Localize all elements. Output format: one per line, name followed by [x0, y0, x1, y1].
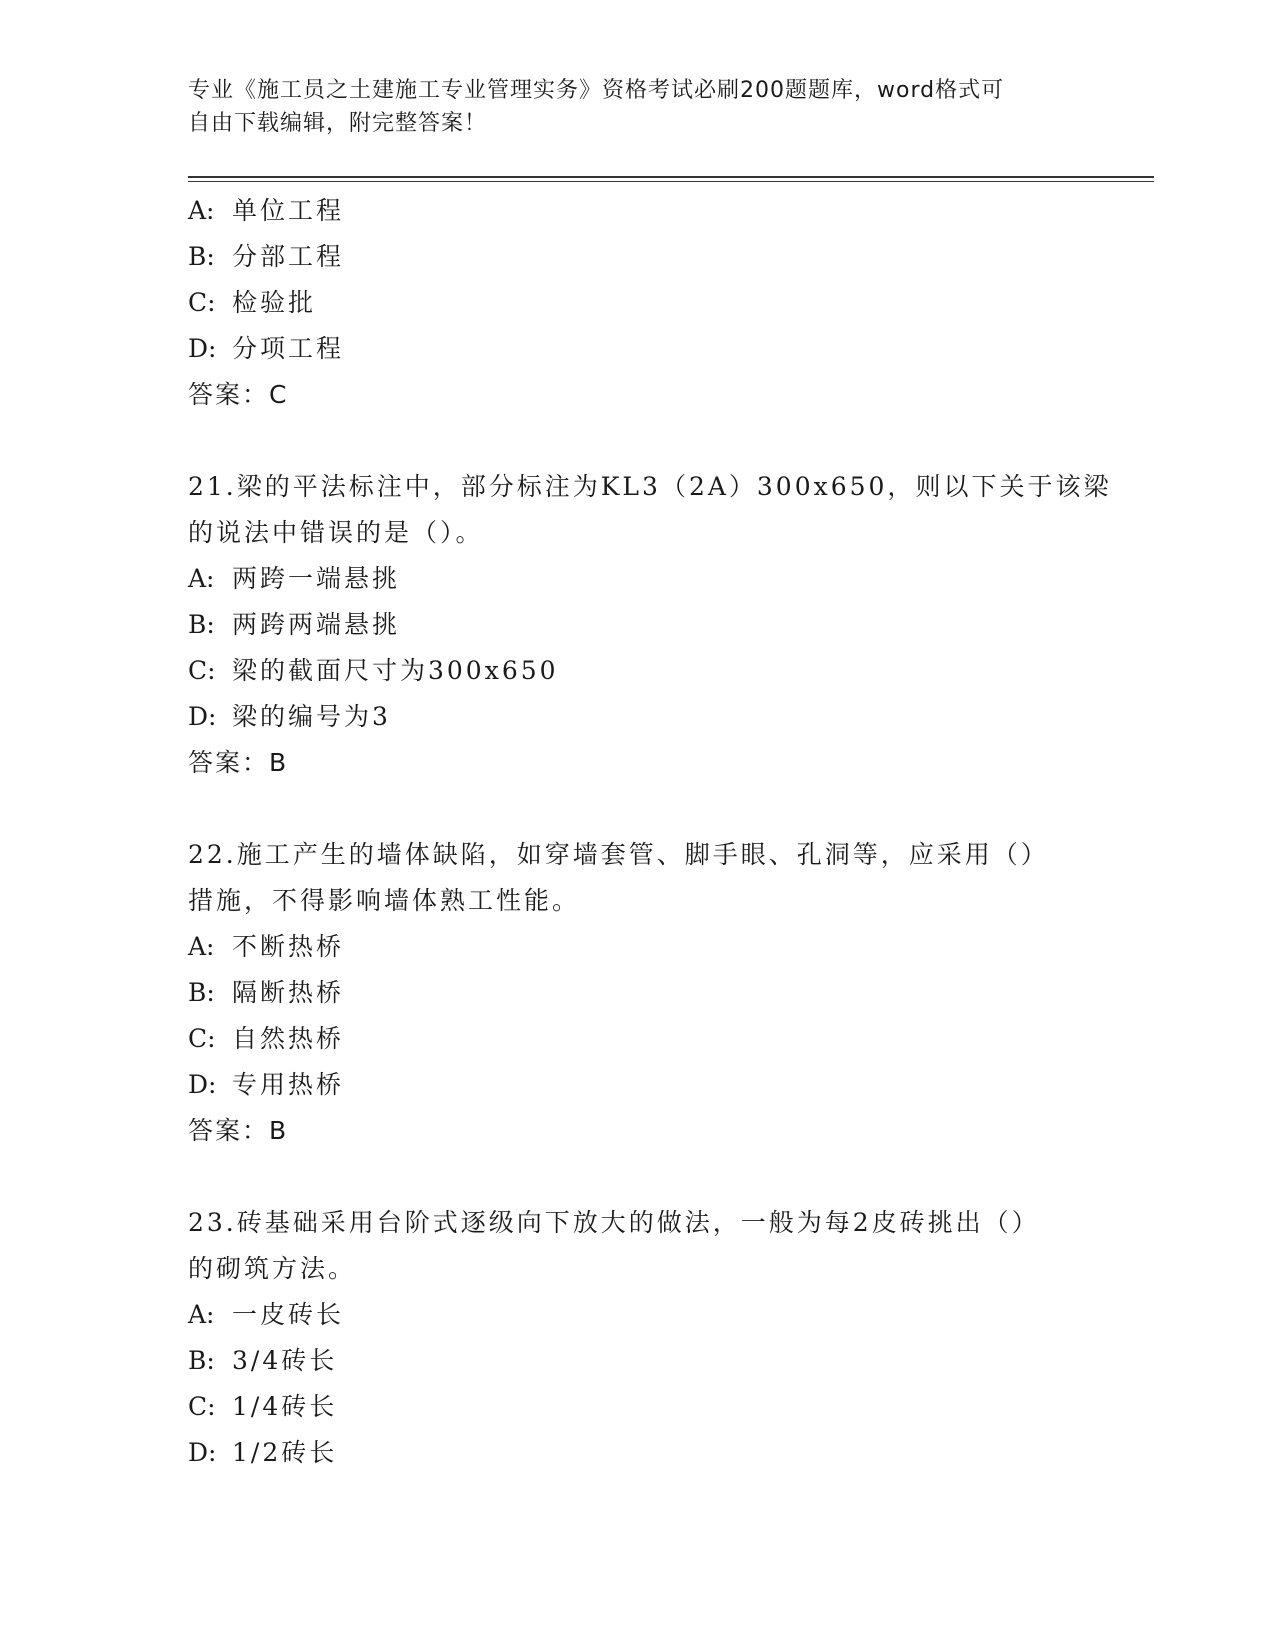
question-list	[188, 188, 1112, 1476]
option-b	[188, 602, 1088, 648]
option-text: 隔断热桥	[232, 978, 345, 1007]
question-21	[188, 464, 1112, 786]
option-text: 不断热桥	[232, 932, 345, 961]
option-letter: A:	[188, 932, 215, 961]
option-a	[188, 924, 1088, 970]
option-c	[188, 1384, 1088, 1430]
option-c	[188, 1016, 1088, 1062]
option-text: 3/4砖长	[232, 1346, 338, 1375]
option-text: 两跨一端悬挑	[232, 564, 401, 593]
option-text: 梁的编号为3	[232, 702, 391, 731]
option-letter: C:	[188, 656, 216, 685]
answer-line	[188, 740, 1088, 786]
option-letter: A:	[188, 196, 215, 225]
question-stem-continued: 的说法中错误的是（）。	[188, 518, 484, 547]
option-letter: A:	[188, 1300, 215, 1329]
option-d	[188, 326, 1088, 372]
header-line-1: 专业《施工员之土建施工专业管理实务》资格考试必刷200题题库，word格式可	[188, 78, 1005, 103]
option-b	[188, 1338, 1088, 1384]
option-d	[188, 1430, 1088, 1476]
option-letter: C:	[188, 288, 216, 317]
answer-value: C	[269, 380, 289, 409]
answer-label: 答案：	[188, 1116, 270, 1145]
question-20-partial	[188, 188, 1088, 418]
option-a	[188, 188, 1088, 234]
answer-label: 答案：	[188, 748, 270, 777]
option-c	[188, 648, 1088, 694]
option-text: 一皮砖长	[232, 1300, 345, 1329]
option-letter: D:	[188, 1070, 217, 1099]
option-letter: B:	[188, 242, 215, 271]
option-d	[188, 1062, 1088, 1108]
question-22	[188, 832, 1088, 1154]
option-b	[188, 234, 1088, 280]
option-text: 自然热桥	[232, 1024, 345, 1053]
option-letter: B:	[188, 978, 215, 1007]
header-divider-thick	[188, 176, 1154, 178]
header-line-2: 自由下载编辑，附完整答案！	[188, 111, 488, 136]
option-text: 分部工程	[232, 242, 345, 271]
option-letter: D:	[188, 1438, 217, 1467]
question-stem: 22.施工产生的墙体缺陷，如穿墙套管、脚手眼、孔洞等，应采用（）	[188, 840, 1049, 869]
question-stem-continued: 的砌筑方法。	[188, 1254, 357, 1283]
answer-value: B	[269, 1116, 289, 1145]
option-text: 分项工程	[232, 334, 345, 363]
question-23	[188, 1200, 1088, 1476]
option-d	[188, 694, 1088, 740]
option-text: 单位工程	[232, 196, 345, 225]
option-c	[188, 280, 1088, 326]
option-a	[188, 1292, 1088, 1338]
option-text: 检验批	[232, 288, 317, 317]
option-text: 1/2砖长	[232, 1438, 338, 1467]
question-stem: 21.梁的平法标注中，部分标注为KL3（2A）300x650，则以下关于该梁	[188, 472, 1112, 501]
option-letter: C:	[188, 1392, 216, 1421]
option-letter: D:	[188, 334, 217, 363]
answer-line	[188, 372, 1088, 418]
question-stem: 23.砖基础采用台阶式逐级向下放大的做法，一般为每2皮砖挑出（）	[188, 1208, 1040, 1237]
document-header	[188, 74, 1068, 140]
option-a	[188, 556, 1088, 602]
option-letter: A:	[188, 564, 215, 593]
option-text: 1/4砖长	[232, 1392, 338, 1421]
option-text: 专用热桥	[232, 1070, 345, 1099]
answer-line	[188, 1108, 1088, 1154]
question-stem-continued: 措施，不得影响墙体熟工性能。	[188, 886, 581, 915]
option-letter: B:	[188, 610, 215, 639]
option-letter: C:	[188, 1024, 216, 1053]
option-text: 梁的截面尺寸为300x650	[232, 656, 559, 685]
answer-label: 答案：	[188, 380, 270, 409]
answer-value: B	[269, 748, 289, 777]
option-letter: D:	[188, 702, 217, 731]
option-b	[188, 970, 1088, 1016]
option-text: 两跨两端悬挑	[232, 610, 401, 639]
header-divider-thin	[188, 181, 1154, 182]
option-letter: B:	[188, 1346, 215, 1375]
